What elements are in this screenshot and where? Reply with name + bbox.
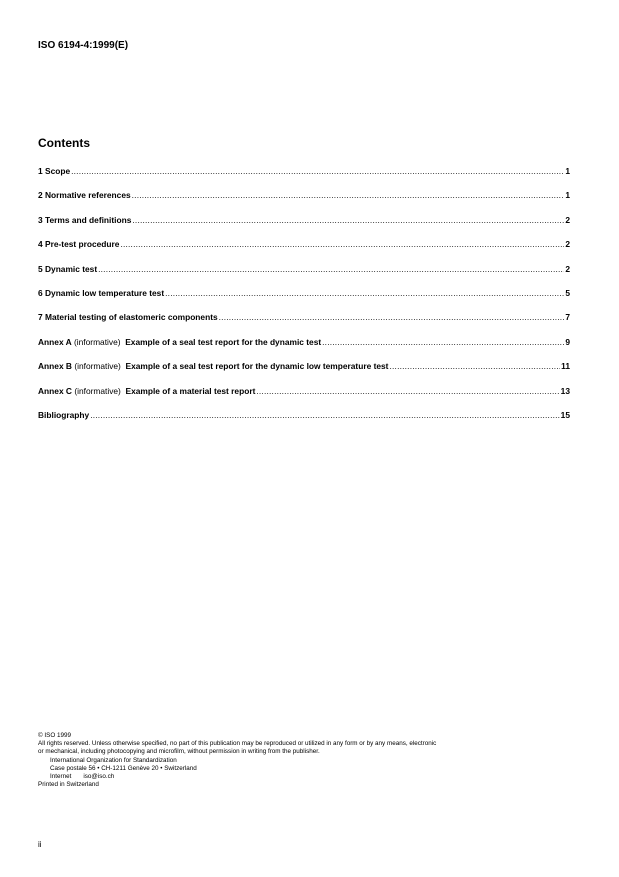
toc-entry-label: 7 Material testing of elastomeric components [38, 312, 218, 323]
internet-line [38, 773, 578, 781]
toc-entry-annex-a[interactable] [38, 337, 570, 361]
toc-entry-label: 4 Pre-test procedure [38, 239, 120, 250]
contents-title: Contents [38, 136, 90, 150]
toc-entry-info: (informative) [74, 385, 121, 396]
toc-leader-dots [71, 166, 564, 176]
toc-entry-label: 1 Scope [38, 166, 71, 176]
copyright-line: © ISO 1999 [38, 732, 71, 739]
toc-leader-dots [132, 190, 565, 200]
toc-leader-dots [132, 215, 564, 225]
toc-entry-info: (informative) [74, 361, 121, 372]
toc-entry-label: 5 Dynamic test [38, 263, 98, 274]
toc-entry-dynamic-low-temperature-test[interactable] [38, 288, 570, 312]
printed-in: Printed in Switzerland [38, 781, 99, 789]
copyright-notice [38, 732, 578, 789]
toc-entry-label: 6 Dynamic low temperature test [38, 287, 165, 298]
org-address: Case postale 56 • CH-1211 Genève 20 • Switzerland [50, 764, 197, 772]
toc-page-number: 7 [565, 312, 570, 323]
toc-entry-pre-test-procedure[interactable] [38, 239, 570, 263]
toc-leader-dots [165, 288, 564, 298]
toc-entry-annex-b[interactable] [38, 361, 570, 385]
toc-page-number: 15 [560, 409, 570, 420]
toc-leader-dots [219, 312, 565, 322]
internet-email[interactable]: iso@iso.ch [83, 773, 115, 781]
toc-entry-description: Example of a material test report [125, 385, 256, 396]
toc-leader-dots [90, 410, 559, 420]
toc-entry-dynamic-test[interactable] [38, 264, 570, 288]
toc-entry-scope[interactable] [38, 166, 570, 190]
toc-entry-label: Bibliography [38, 409, 90, 420]
toc-leader-dots [322, 337, 564, 347]
rights-line-1: All rights reserved. Unless otherwise specified, no part of this publication may be reproduced or utilized in any form or by any means, electronic [38, 740, 437, 748]
org-name: International Organization for Standardization [50, 756, 177, 764]
toc-page-number: 5 [565, 287, 570, 298]
toc-entry-material-testing[interactable] [38, 312, 570, 336]
toc-leader-dots [120, 239, 564, 249]
toc-leader-dots [256, 386, 559, 396]
toc-entry-terms-and-definitions[interactable] [38, 215, 570, 239]
toc-entry-label: Annex C [38, 385, 72, 396]
toc-page-number: 2 [565, 214, 570, 225]
table-of-contents [38, 166, 570, 434]
rights-line-2: or mechanical, including photocopying and microfilm, without permission in writing from the publisher. [38, 748, 320, 756]
toc-page-number: 9 [565, 336, 570, 347]
page-number: ii [38, 840, 42, 849]
toc-entry-bibliography[interactable] [38, 410, 570, 434]
document-id: ISO 6194-4:1999(E) [38, 40, 129, 51]
toc-leader-dots [389, 361, 560, 371]
toc-page-number: 2 [565, 239, 570, 250]
toc-entry-info: (informative) [74, 336, 121, 347]
toc-page-number: 1 [565, 190, 570, 201]
toc-entry-label: Annex B [38, 361, 72, 372]
toc-entry-annex-c[interactable] [38, 386, 570, 410]
toc-entry-normative-references[interactable] [38, 190, 570, 214]
internet-label: Internet [50, 773, 72, 781]
toc-page-number: 13 [560, 385, 570, 396]
toc-entry-description: Example of a seal test report for the dynamic test [125, 336, 322, 347]
toc-page-number: 2 [565, 263, 570, 274]
toc-entry-label: 2 Normative references [38, 190, 131, 201]
toc-entry-label: Annex A [38, 336, 72, 347]
toc-page-number: 1 [565, 166, 570, 176]
toc-entry-label: 3 Terms and definitions [38, 214, 132, 225]
toc-leader-dots [98, 264, 564, 274]
toc-entry-description: Example of a seal test report for the dynamic low temperature test [125, 361, 389, 372]
toc-page-number: 11 [561, 361, 570, 372]
